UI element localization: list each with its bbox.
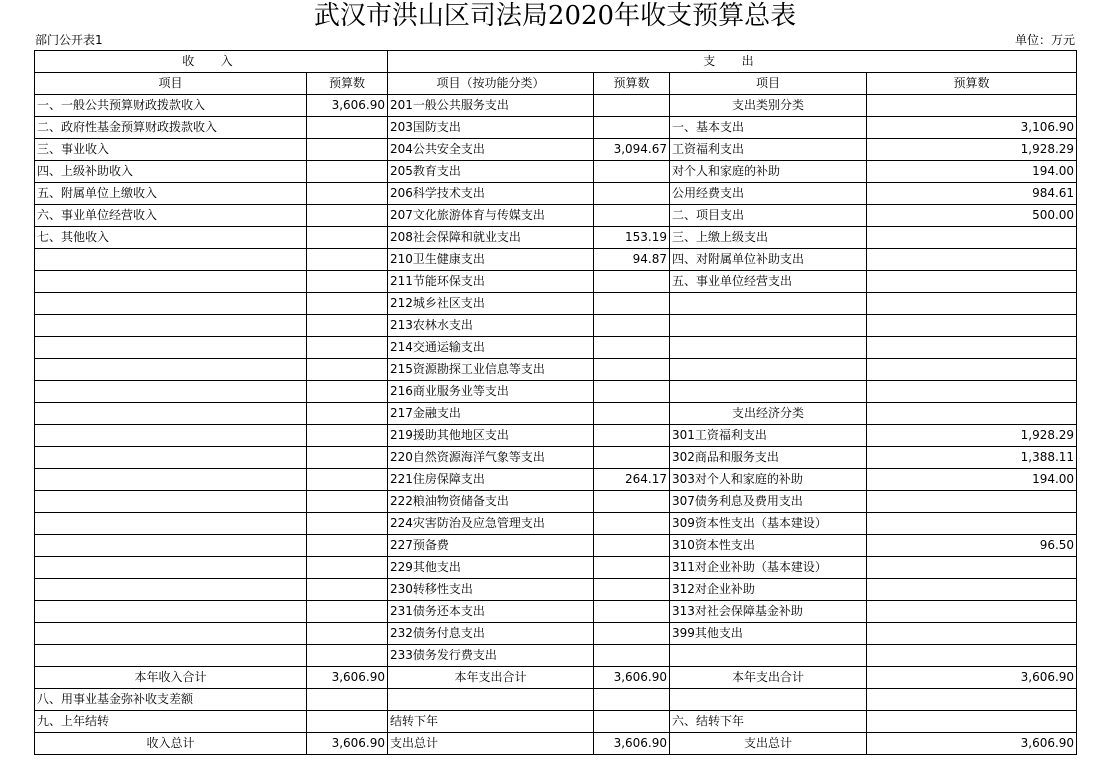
income-item-cell bbox=[35, 271, 307, 293]
income-item-cell bbox=[35, 359, 307, 381]
expense-func-amount-cell bbox=[594, 205, 670, 227]
expense-func-item-cell: 230转移性支出 bbox=[388, 579, 594, 601]
expense-func-item-cell: 205教育支出 bbox=[388, 161, 594, 183]
expense-func-item-cell: 结转下年 bbox=[388, 711, 594, 733]
income-amount-cell bbox=[307, 359, 388, 381]
expense-func-amount-cell bbox=[594, 623, 670, 645]
expense-category-amount-cell bbox=[867, 271, 1077, 293]
income-item-cell: 一、一般公共预算财政拨款收入 bbox=[35, 95, 307, 117]
expense-func-item-cell: 231债务还本支出 bbox=[388, 601, 594, 623]
expense-category-amount-cell bbox=[867, 601, 1077, 623]
table-row bbox=[35, 293, 1077, 315]
income-amount-cell bbox=[307, 711, 388, 733]
table-row bbox=[35, 667, 1077, 689]
income-amount-cell bbox=[307, 249, 388, 271]
table-row bbox=[35, 403, 1077, 425]
expense-category-amount-cell bbox=[867, 623, 1077, 645]
expense-category-amount-cell: 500.00 bbox=[867, 205, 1077, 227]
column-header-row bbox=[35, 73, 1077, 95]
expense-func-amount-cell bbox=[594, 491, 670, 513]
table-row bbox=[35, 579, 1077, 601]
table-row bbox=[35, 513, 1077, 535]
income-amount-cell bbox=[307, 601, 388, 623]
income-item-cell bbox=[35, 491, 307, 513]
expense-func-item-cell bbox=[388, 689, 594, 711]
expense-func-item-cell: 212城乡社区支出 bbox=[388, 293, 594, 315]
expense-func-item-cell: 210卫生健康支出 bbox=[388, 249, 594, 271]
table-row bbox=[35, 271, 1077, 293]
table-row bbox=[35, 447, 1077, 469]
income-item-cell: 三、事业收入 bbox=[35, 139, 307, 161]
expense-func-item-cell: 支出总计 bbox=[388, 733, 594, 755]
expense-func-amount-cell bbox=[594, 117, 670, 139]
expense-func-amount-cell bbox=[594, 711, 670, 733]
expense-category-amount-cell bbox=[867, 337, 1077, 359]
expense-func-item-cell: 211节能环保支出 bbox=[388, 271, 594, 293]
column-header-budget: 预算数 bbox=[307, 73, 388, 95]
expense-category-item-cell: 四、对附属单位补助支出 bbox=[670, 249, 867, 271]
expense-category-item-cell: 302商品和服务支出 bbox=[670, 447, 867, 469]
expense-category-item-cell: 支出类别分类 bbox=[670, 95, 867, 117]
expense-category-item-cell: 313对社会保障基金补助 bbox=[670, 601, 867, 623]
table-row bbox=[35, 359, 1077, 381]
expense-category-item-cell bbox=[670, 645, 867, 667]
income-amount-cell bbox=[307, 403, 388, 425]
income-amount-cell bbox=[307, 183, 388, 205]
table-row bbox=[35, 337, 1077, 359]
budget-table bbox=[34, 50, 1077, 755]
expense-category-item-cell bbox=[670, 359, 867, 381]
income-amount-cell bbox=[307, 623, 388, 645]
expense-func-amount-cell: 3,606.90 bbox=[594, 733, 670, 755]
expense-func-amount-cell bbox=[594, 425, 670, 447]
expense-section-header: 支 出 bbox=[388, 51, 1077, 73]
expense-func-amount-cell bbox=[594, 95, 670, 117]
expense-category-item-cell bbox=[670, 337, 867, 359]
expense-func-amount-cell bbox=[594, 183, 670, 205]
income-item-cell bbox=[35, 535, 307, 557]
expense-category-item-cell: 工资福利支出 bbox=[670, 139, 867, 161]
expense-category-amount-cell bbox=[867, 359, 1077, 381]
expense-func-amount-cell bbox=[594, 513, 670, 535]
expense-func-item-cell: 213农林水支出 bbox=[388, 315, 594, 337]
expense-category-amount-cell bbox=[867, 689, 1077, 711]
expense-func-item-cell: 220自然资源海洋气象等支出 bbox=[388, 447, 594, 469]
income-item-cell bbox=[35, 381, 307, 403]
income-amount-cell bbox=[307, 579, 388, 601]
expense-func-amount-cell bbox=[594, 271, 670, 293]
expense-category-item-cell: 一、基本支出 bbox=[670, 117, 867, 139]
expense-func-item-cell: 233债务发行费支出 bbox=[388, 645, 594, 667]
expense-func-item-cell: 232债务付息支出 bbox=[388, 623, 594, 645]
table-row bbox=[35, 469, 1077, 491]
column-header-budget: 预算数 bbox=[867, 73, 1077, 95]
income-item-cell bbox=[35, 623, 307, 645]
table-row bbox=[35, 623, 1077, 645]
expense-func-amount-cell: 94.87 bbox=[594, 249, 670, 271]
expense-category-amount-cell: 3,106.90 bbox=[867, 117, 1077, 139]
income-amount-cell bbox=[307, 271, 388, 293]
income-item-cell bbox=[35, 469, 307, 491]
income-amount-cell bbox=[307, 381, 388, 403]
expense-category-item-cell: 312对企业补助 bbox=[670, 579, 867, 601]
income-amount-cell bbox=[307, 315, 388, 337]
income-amount-cell bbox=[307, 469, 388, 491]
expense-func-amount-cell bbox=[594, 337, 670, 359]
income-item-cell bbox=[35, 425, 307, 447]
income-item-cell bbox=[35, 557, 307, 579]
income-item-cell: 八、用事业基金弥补收支差额 bbox=[35, 689, 307, 711]
expense-func-amount-cell bbox=[594, 601, 670, 623]
expense-func-item-cell: 207文化旅游体育与传媒支出 bbox=[388, 205, 594, 227]
expense-category-item-cell: 310资本性支出 bbox=[670, 535, 867, 557]
expense-func-item-cell: 215资源勘探工业信息等支出 bbox=[388, 359, 594, 381]
expense-func-item-cell: 217金融支出 bbox=[388, 403, 594, 425]
expense-category-item-cell: 对个人和家庭的补助 bbox=[670, 161, 867, 183]
expense-category-amount-cell bbox=[867, 227, 1077, 249]
table-row bbox=[35, 315, 1077, 337]
expense-func-amount-cell bbox=[594, 645, 670, 667]
table-row bbox=[35, 711, 1077, 733]
expense-func-item-cell: 222粮油物资储备支出 bbox=[388, 491, 594, 513]
income-amount-cell bbox=[307, 645, 388, 667]
table-row bbox=[35, 645, 1077, 667]
income-item-cell: 五、附属单位上缴收入 bbox=[35, 183, 307, 205]
income-item-cell bbox=[35, 293, 307, 315]
section-header-row bbox=[35, 51, 1077, 73]
expense-category-item-cell: 399其他支出 bbox=[670, 623, 867, 645]
expense-func-amount-cell: 153.19 bbox=[594, 227, 670, 249]
expense-func-amount-cell bbox=[594, 557, 670, 579]
expense-category-item-cell bbox=[670, 293, 867, 315]
expense-func-item-cell: 224灾害防治及应急管理支出 bbox=[388, 513, 594, 535]
income-amount-cell bbox=[307, 161, 388, 183]
income-item-cell bbox=[35, 315, 307, 337]
expense-category-amount-cell: 194.00 bbox=[867, 161, 1077, 183]
expense-func-amount-cell bbox=[594, 381, 670, 403]
expense-category-amount-cell bbox=[867, 645, 1077, 667]
expense-category-amount-cell bbox=[867, 557, 1077, 579]
income-amount-cell: 3,606.90 bbox=[307, 667, 388, 689]
table-row bbox=[35, 733, 1077, 755]
expense-category-amount-cell bbox=[867, 315, 1077, 337]
expense-category-item-cell: 311对企业补助（基本建设） bbox=[670, 557, 867, 579]
income-item-cell bbox=[35, 645, 307, 667]
expense-category-amount-cell: 1,928.29 bbox=[867, 425, 1077, 447]
expense-category-amount-cell bbox=[867, 491, 1077, 513]
expense-func-item-cell: 201一般公共服务支出 bbox=[388, 95, 594, 117]
expense-func-item-cell: 203国防支出 bbox=[388, 117, 594, 139]
expense-category-amount-cell: 3,606.90 bbox=[867, 667, 1077, 689]
expense-func-item-cell: 204公共安全支出 bbox=[388, 139, 594, 161]
expense-category-amount-cell: 194.00 bbox=[867, 469, 1077, 491]
expense-category-item-cell: 五、事业单位经营支出 bbox=[670, 271, 867, 293]
expense-func-amount-cell: 3,606.90 bbox=[594, 667, 670, 689]
expense-category-item-cell: 公用经费支出 bbox=[670, 183, 867, 205]
expense-category-item-cell: 三、上缴上级支出 bbox=[670, 227, 867, 249]
income-item-cell: 九、上年结转 bbox=[35, 711, 307, 733]
column-header-item: 项目 bbox=[670, 73, 867, 95]
table-row bbox=[35, 689, 1077, 711]
income-item-cell bbox=[35, 447, 307, 469]
expense-category-amount-cell bbox=[867, 403, 1077, 425]
income-item-cell bbox=[35, 579, 307, 601]
income-item-cell: 四、上级补助收入 bbox=[35, 161, 307, 183]
expense-category-item-cell: 301工资福利支出 bbox=[670, 425, 867, 447]
table-row bbox=[35, 491, 1077, 513]
expense-func-item-cell: 227预备费 bbox=[388, 535, 594, 557]
expense-func-amount-cell bbox=[594, 161, 670, 183]
expense-category-item-cell: 本年支出合计 bbox=[670, 667, 867, 689]
table-row bbox=[35, 425, 1077, 447]
expense-func-item-cell: 221住房保障支出 bbox=[388, 469, 594, 491]
expense-category-amount-cell: 1,388.11 bbox=[867, 447, 1077, 469]
income-item-cell: 六、事业单位经营收入 bbox=[35, 205, 307, 227]
income-amount-cell bbox=[307, 293, 388, 315]
expense-func-item-cell: 本年支出合计 bbox=[388, 667, 594, 689]
expense-func-item-cell: 216商业服务业等支出 bbox=[388, 381, 594, 403]
income-amount-cell bbox=[307, 337, 388, 359]
table-row bbox=[35, 557, 1077, 579]
column-header-item: 项目 bbox=[35, 73, 307, 95]
expense-category-item-cell: 二、项目支出 bbox=[670, 205, 867, 227]
income-item-cell: 收入总计 bbox=[35, 733, 307, 755]
budget-table-body bbox=[35, 95, 1077, 755]
expense-category-amount-cell bbox=[867, 513, 1077, 535]
income-amount-cell bbox=[307, 227, 388, 249]
form-number: 部门公开表1 bbox=[35, 33, 103, 47]
expense-category-amount-cell bbox=[867, 381, 1077, 403]
income-amount-cell bbox=[307, 447, 388, 469]
expense-category-amount-cell bbox=[867, 579, 1077, 601]
expense-category-item-cell bbox=[670, 689, 867, 711]
expense-category-item-cell: 309资本性支出（基本建设） bbox=[670, 513, 867, 535]
table-row bbox=[35, 227, 1077, 249]
expense-category-amount-cell: 1,928.29 bbox=[867, 139, 1077, 161]
expense-category-amount-cell: 96.50 bbox=[867, 535, 1077, 557]
income-amount-cell bbox=[307, 689, 388, 711]
column-header-budget: 预算数 bbox=[594, 73, 670, 95]
expense-category-amount-cell: 3,606.90 bbox=[867, 733, 1077, 755]
unit-label: 单位：万元 bbox=[1014, 33, 1075, 47]
table-row bbox=[35, 161, 1077, 183]
income-item-cell bbox=[35, 403, 307, 425]
income-amount-cell bbox=[307, 513, 388, 535]
income-section-header: 收 入 bbox=[35, 51, 388, 73]
expense-category-item-cell: 支出总计 bbox=[670, 733, 867, 755]
expense-func-amount-cell bbox=[594, 689, 670, 711]
expense-category-item-cell: 支出经济分类 bbox=[670, 403, 867, 425]
column-header-item-func: 项目（按功能分类） bbox=[388, 73, 594, 95]
expense-category-amount-cell bbox=[867, 711, 1077, 733]
expense-func-item-cell: 206科学技术支出 bbox=[388, 183, 594, 205]
table-row bbox=[35, 183, 1077, 205]
table-row bbox=[35, 139, 1077, 161]
expense-category-item-cell: 307债务利息及费用支出 bbox=[670, 491, 867, 513]
expense-func-item-cell: 214交通运输支出 bbox=[388, 337, 594, 359]
income-item-cell bbox=[35, 337, 307, 359]
expense-func-amount-cell bbox=[594, 293, 670, 315]
income-item-cell bbox=[35, 249, 307, 271]
expense-category-item-cell bbox=[670, 315, 867, 337]
expense-func-amount-cell bbox=[594, 403, 670, 425]
expense-func-item-cell: 219援助其他地区支出 bbox=[388, 425, 594, 447]
income-amount-cell bbox=[307, 117, 388, 139]
expense-category-amount-cell bbox=[867, 95, 1077, 117]
table-row bbox=[35, 601, 1077, 623]
expense-category-amount-cell: 984.61 bbox=[867, 183, 1077, 205]
table-row bbox=[35, 535, 1077, 557]
income-item-cell: 七、其他收入 bbox=[35, 227, 307, 249]
table-row bbox=[35, 117, 1077, 139]
income-amount-cell bbox=[307, 491, 388, 513]
income-item-cell: 本年收入合计 bbox=[35, 667, 307, 689]
expense-func-item-cell: 208社会保障和就业支出 bbox=[388, 227, 594, 249]
expense-category-item-cell: 303对个人和家庭的补助 bbox=[670, 469, 867, 491]
expense-category-amount-cell bbox=[867, 249, 1077, 271]
income-item-cell: 二、政府性基金预算财政拨款收入 bbox=[35, 117, 307, 139]
expense-func-amount-cell bbox=[594, 579, 670, 601]
income-amount-cell bbox=[307, 139, 388, 161]
income-amount-cell bbox=[307, 535, 388, 557]
expense-func-item-cell: 229其他支出 bbox=[388, 557, 594, 579]
table-row bbox=[35, 95, 1077, 117]
income-amount-cell bbox=[307, 557, 388, 579]
income-amount-cell: 3,606.90 bbox=[307, 733, 388, 755]
expense-category-item-cell bbox=[670, 381, 867, 403]
income-item-cell bbox=[35, 601, 307, 623]
expense-func-amount-cell bbox=[594, 359, 670, 381]
expense-category-item-cell: 六、结转下年 bbox=[670, 711, 867, 733]
income-amount-cell bbox=[307, 205, 388, 227]
expense-func-amount-cell: 3,094.67 bbox=[594, 139, 670, 161]
table-row bbox=[35, 381, 1077, 403]
page-title: 武汉市洪山区司法局2020年收支预算总表 bbox=[313, 1, 797, 31]
income-amount-cell: 3,606.90 bbox=[307, 95, 388, 117]
income-item-cell bbox=[35, 513, 307, 535]
expense-func-amount-cell bbox=[594, 535, 670, 557]
expense-func-amount-cell bbox=[594, 447, 670, 469]
expense-category-amount-cell bbox=[867, 293, 1077, 315]
table-row bbox=[35, 205, 1077, 227]
expense-func-amount-cell: 264.17 bbox=[594, 469, 670, 491]
income-amount-cell bbox=[307, 425, 388, 447]
table-row bbox=[35, 249, 1077, 271]
expense-func-amount-cell bbox=[594, 315, 670, 337]
